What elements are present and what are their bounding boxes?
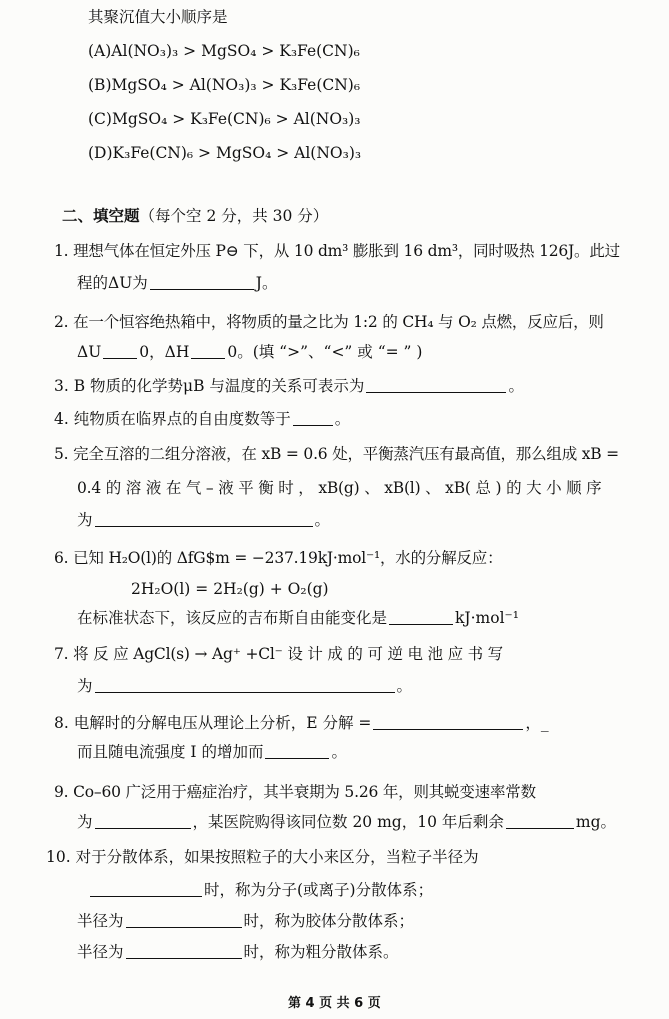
q10-blank-3[interactable] — [126, 943, 242, 959]
q2-blank-1[interactable] — [103, 343, 137, 359]
intro-line: 其聚沉值大小顺序是 — [88, 8, 228, 26]
q9-text-c: mg。 — [575, 813, 616, 831]
q10-line1: 10. 对于分散体系，如果按照粒子的大小来区分，当粒子半径为 — [46, 848, 479, 866]
q2-line2 — [77, 341, 422, 363]
q2-text-c: 0。(填 “>”、“<” 或 “= ” ) — [227, 343, 423, 361]
q3-line — [54, 375, 524, 397]
q10-text-f: 时，称为粗分散体系。 — [243, 943, 399, 961]
q5-line3 — [77, 509, 330, 531]
q6-text-a: 在标准状态下，该反应的吉布斯自由能变化是 — [77, 609, 388, 627]
q1-blank[interactable] — [150, 274, 254, 290]
q3-blank[interactable] — [366, 377, 506, 393]
q10-line3 — [77, 910, 414, 932]
q1-text-b: J。 — [255, 274, 278, 292]
q2-text-b: 0，ΔH — [139, 343, 190, 361]
q6-blank[interactable] — [389, 609, 453, 625]
option-b: (B)MgSO₄ > Al(NO₃)₃ > K₃Fe(CN)₆ — [88, 76, 361, 94]
q10-line4 — [77, 941, 399, 963]
q6-reaction: 2H₂O(l) = 2H₂(g) + O₂(g) — [131, 580, 329, 598]
q4-blank[interactable] — [293, 410, 333, 426]
q6-line3 — [77, 607, 519, 629]
q10-text-c: 半径为 — [77, 912, 124, 930]
section-title — [62, 205, 328, 227]
page-footer: 第 4 页 共 6 页 — [288, 996, 381, 1011]
q4-text-b: 。 — [334, 410, 351, 428]
q9-text-b: ，某医院购得该同位数 20 mg，10 年后剩余 — [192, 813, 504, 831]
q2-line1: 2. 在一个恒容绝热箱中，将物质的量之比为 1:2 的 CH₄ 与 O₂ 点燃，反应后，则 — [54, 313, 604, 331]
q8-text-b: ，_ — [525, 714, 549, 732]
option-c: (C)MgSO₄ > K₃Fe(CN)₆ > Al(NO₃)₃ — [88, 110, 361, 128]
section-note: （每个空 2 分，共 30 分） — [139, 207, 329, 225]
q10-line2 — [88, 879, 433, 901]
q8-text-a: 8. 电解时的分解电压从理论上分析，E 分解 = — [54, 714, 372, 732]
q9-line2 — [77, 811, 616, 833]
q7-line1: 7. 将 反 应 AgCl(s) → Ag⁺ +Cl⁻ 设 计 成 的 可 逆 电 池 应 书 写 — [54, 645, 503, 663]
q8-line2 — [77, 741, 347, 763]
q10-text-e: 半径为 — [77, 943, 124, 961]
option-d: (D)K₃Fe(CN)₆ > MgSO₄ > Al(NO₃)₃ — [88, 144, 362, 162]
q5-line2: 0.4 的 溶 液 在 气 – 液 平 衡 时 ， xB(g) 、 xB(l) 、 xB( 总 ) 的 大 小 顺 序 — [77, 479, 602, 497]
q9-blank-2[interactable] — [506, 813, 574, 829]
q5-blank[interactable] — [95, 511, 313, 527]
q4-text-a: 4. 纯物质在临界点的自由度数等于 — [54, 410, 291, 428]
q8-text-c: 而且随电流强度 I 的增加而 — [77, 743, 264, 761]
q6-text-b: kJ·mol⁻¹ — [455, 609, 519, 627]
q10-blank-1[interactable] — [90, 881, 202, 897]
q7-text-b: 。 — [396, 677, 413, 695]
q2-blank-2[interactable] — [191, 343, 225, 359]
q2-text-a: ΔU — [77, 343, 102, 361]
q8-line1 — [54, 712, 549, 734]
q1-line1: 1. 理想气体在恒定外压 P⊖ 下，从 10 dm³ 膨胀到 16 dm³，同时吸热 126J。此过 — [54, 242, 620, 260]
q9-text-a: 为 — [77, 813, 93, 831]
q5-text-a: 为 — [77, 511, 93, 529]
option-a: (A)Al(NO₃)₃ > MgSO₄ > K₃Fe(CN)₆ — [88, 42, 360, 60]
q6-line1: 6. 已知 H₂O(l)的 ΔfG$m = −237.19kJ·mol⁻¹，水的分解反应： — [54, 549, 503, 567]
q1-line2 — [77, 272, 277, 294]
q10-text-b: 时，称为分子(或离子)分散体系； — [204, 881, 434, 899]
q7-blank[interactable] — [95, 677, 395, 693]
q10-text-d: 时，称为胶体分散体系； — [243, 912, 415, 930]
q1-text-a: 程的ΔU为 — [77, 274, 148, 292]
q3-text-a: 3. B 物质的化学势μB 与温度的关系可表示为 — [54, 377, 365, 395]
q9-blank-1[interactable] — [95, 813, 191, 829]
q7-line2 — [77, 675, 412, 697]
q8-blank-1[interactable] — [373, 714, 523, 730]
q5-text-b: 。 — [314, 511, 331, 529]
q3-text-b: 。 — [508, 377, 524, 395]
q9-line1: 9. Co–60 广泛用于癌症治疗，其半衰期为 5.26 年，则其蜕变速率常数 — [54, 783, 536, 801]
section-heading: 二、填空题 — [62, 206, 140, 225]
q8-blank-2[interactable] — [265, 743, 329, 759]
q8-text-d: 。 — [331, 743, 347, 761]
q10-blank-2[interactable] — [126, 912, 242, 928]
q5-line1: 5. 完全互溶的二组分溶液，在 xB = 0.6 处，平衡蒸汽压有最高值，那么组成 xB = — [54, 445, 619, 463]
q4-line — [54, 408, 350, 430]
q7-text-a: 为 — [77, 677, 93, 695]
